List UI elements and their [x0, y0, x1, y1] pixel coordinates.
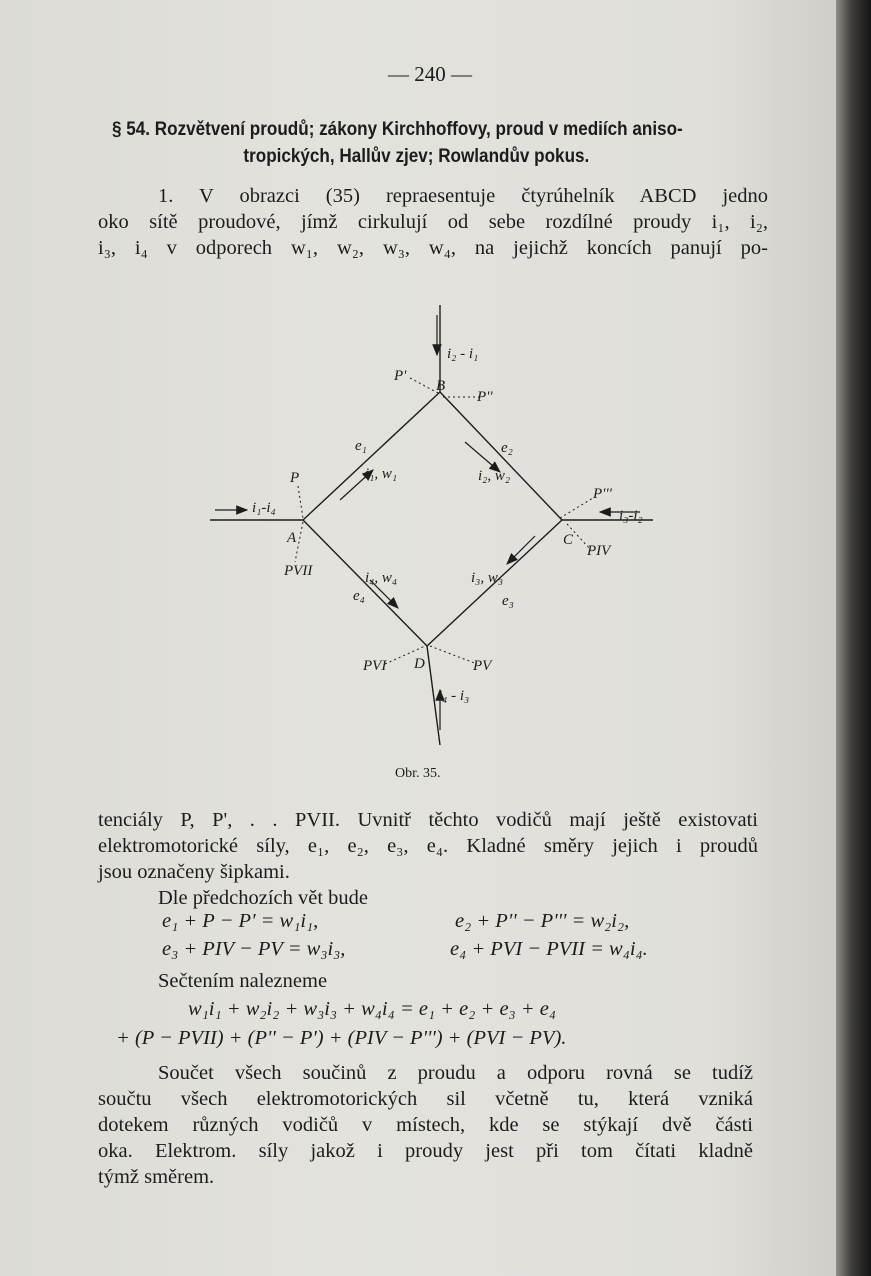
sum-intro: [98, 968, 768, 994]
label-a: A: [287, 530, 297, 546]
sum-equation-line-2: + (P − PVII) + (P'' − P') + (PIV − P''') + (PVI − PV).: [116, 1027, 567, 1049]
label-e2: e₂: [501, 440, 513, 456]
label-bottom-current: i₄ - i₃: [438, 688, 470, 704]
intro-paragraph: [98, 183, 768, 261]
body-paragraph-2: [98, 1060, 753, 1190]
body-line: Dle předchozích vět bude: [158, 887, 369, 909]
body-line: jsou označeny šipkami.: [98, 861, 290, 883]
heading-line-2: tropických, Hallův zjev; Rowlandův pokus.: [243, 146, 590, 167]
equation-2-right: e₄ + PVI − PVII = w₄i₄.: [450, 938, 648, 960]
circuit-diagram: [195, 300, 665, 750]
label-p: P: [290, 470, 300, 486]
label-i3-w3: i₃, w₃: [471, 570, 504, 586]
section-heading: [112, 116, 697, 170]
label-p-iv: PIV: [587, 543, 611, 559]
label-d: D: [414, 656, 425, 672]
sum-equation-line-1: w₁i₁ + w₂i₂ + w₃i₃ + w₄i₄ = e₁ + e₂ + e₃ + e₄: [188, 998, 556, 1020]
label-p-prime: P': [394, 368, 407, 384]
label-right-current: i₃-i₂: [619, 508, 643, 524]
label-left-current: i₁-i₄: [252, 500, 276, 516]
equation-1-left: e₁ + P − P' = w₁i₁,: [162, 910, 319, 932]
label-i1-w1: i₁, w₁: [365, 466, 398, 482]
label-p-double: P'': [477, 389, 493, 405]
body-line: oka. Elektrom. síly jakož i proudy jest při tom čítati kladně: [98, 1140, 753, 1162]
page-number: — 240 —: [388, 62, 472, 86]
body-line: součtu všech elektromotorických sil včetně tu, která vzniká: [98, 1088, 753, 1110]
body-line: dotekem různých vodičů v místech, kde se stýkají dvě části: [98, 1114, 753, 1136]
label-e4: e₄: [353, 588, 365, 604]
potential-leaders: [295, 378, 593, 664]
label-p-v: PV: [473, 658, 492, 674]
equation-1-right: e₂ + P'' − P''' = w₂i₂,: [455, 910, 630, 932]
label-e3: e₃: [502, 593, 514, 609]
intro-line: 1. V obrazci (35) repraesentuje čtyrúhelník ABCD jedno: [158, 185, 768, 207]
intro-line: i₃, i₄ v odporech w₁, w₂, w₃, w₄, na jejichž koncích panují po-: [98, 237, 768, 259]
heading-line-1: § 54. Rozvětvení proudů; zákony Kirchhoffovy, proud v mediích aniso-: [112, 119, 683, 140]
body-line: Součet všech součinů z proudu a odporu rovná se tudíž: [158, 1062, 753, 1084]
label-c: C: [563, 532, 574, 548]
intro-line: oko sítě proudové, jímž cirkulují od sebe rozdílné proudy i₁, i₂,: [98, 211, 768, 233]
body-line: elektromotorické síly, e₁, e₂, e₃, e₄. Kladné směry jejich i proudů: [98, 835, 758, 857]
body-line: tenciály P, P', . . PVII. Uvnitř těchto vodičů mají ještě existovati: [98, 809, 758, 831]
figure-caption: Obr. 35.: [395, 766, 441, 781]
label-top-current: i₂ - i₁: [447, 346, 479, 362]
label-p-triple: P''': [593, 486, 612, 502]
label-p-vi: PVI: [363, 658, 387, 674]
label-e1: e₁: [355, 438, 367, 454]
label-b: B: [436, 378, 446, 394]
equation-2-left: e₃ + PIV − PV = w₃i₃,: [162, 938, 346, 960]
label-i2-w2: i₂, w₂: [478, 468, 511, 484]
body-paragraph-1: [98, 807, 758, 911]
label-p-vii: PVII: [284, 563, 313, 579]
mesh-edges: [210, 305, 653, 745]
label-i4-w4: i₄, w₄: [365, 570, 398, 586]
sum-intro-line: Sečtením nalezneme: [158, 970, 328, 992]
body-line: týmž směrem.: [98, 1166, 215, 1188]
current-arrows: [215, 315, 640, 730]
book-spine-shadow: [836, 0, 871, 1276]
